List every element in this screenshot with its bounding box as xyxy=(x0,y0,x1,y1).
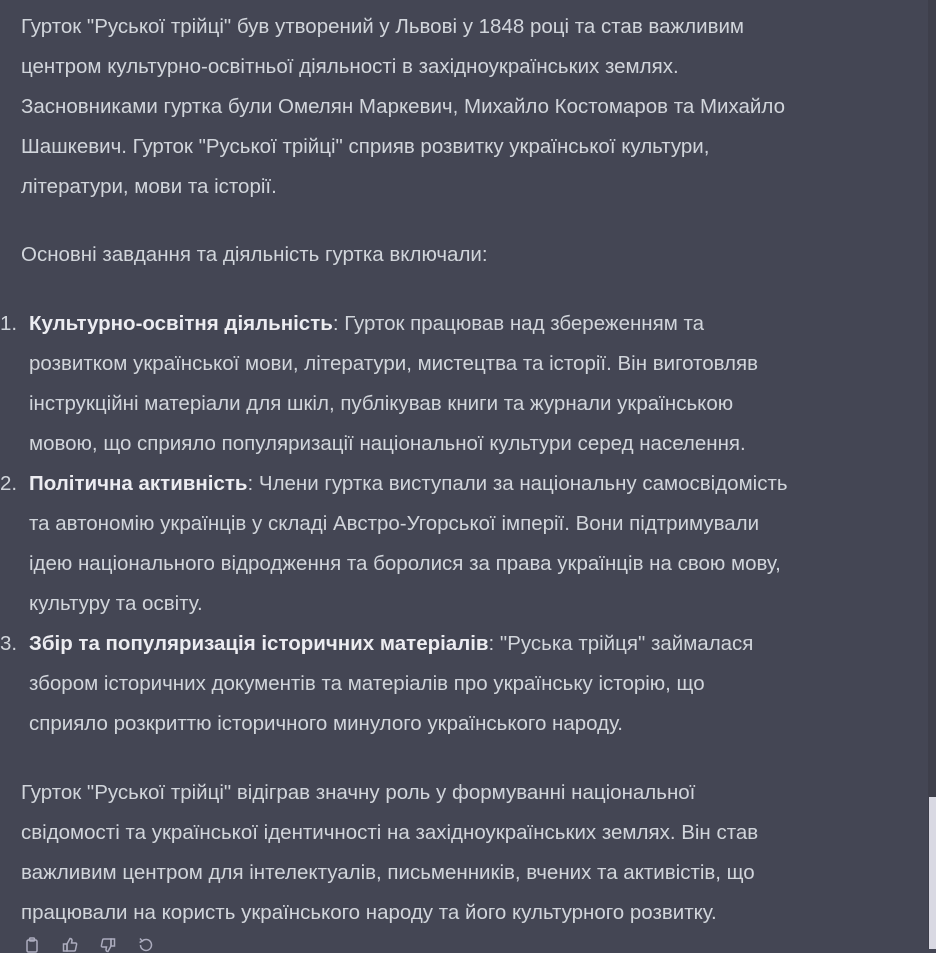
intro-line: центром культурно-освітньої діяльності в західноукраїнських землях. xyxy=(21,55,679,78)
list-item-title: Політична активність xyxy=(29,472,248,495)
paragraph-spacer xyxy=(21,744,901,773)
intro-line: Засновниками гуртка були Омелян Маркевич, Михайло Костомаров та Михайло xyxy=(21,95,785,118)
list-item-text: : "Руська трійця" займалася xyxy=(488,632,754,655)
lead-paragraph xyxy=(21,235,901,275)
message-actions xyxy=(24,937,154,953)
paragraph-spacer xyxy=(21,207,901,235)
paragraph-spacer xyxy=(21,275,901,304)
conclusion-line: працювали на користь українського народу та його культурного розвитку. xyxy=(21,901,717,924)
list-item xyxy=(0,304,901,464)
lead-line: Основні завдання та діяльність гуртка включали: xyxy=(21,243,488,266)
list-item-line: культуру та освіту. xyxy=(29,592,203,615)
list-marker: 2. xyxy=(0,472,18,495)
list-item-first-line xyxy=(29,304,901,344)
conclusion-line: важливим центром для інтелектуалів, письменників, вчених та активістів, що xyxy=(21,861,755,884)
list-item xyxy=(0,464,901,624)
thumbs-down-icon[interactable] xyxy=(100,937,116,953)
assistant-message xyxy=(0,7,901,933)
list-item-text: : Гурток працював над збереженням та xyxy=(332,312,705,335)
conclusion-line: Гурток "Руської трійці" відіграв значну роль у формуванні національної xyxy=(21,781,696,804)
intro-line: Гурток "Руської трійці" був утворений у Львові у 1848 році та став важливим xyxy=(21,15,745,38)
list-item-line: мовою, що сприяло популяризації національної культури серед населення. xyxy=(29,432,746,455)
list-marker: 1. xyxy=(0,312,18,335)
list-item-line: ідею національного відродження та боролися за права українців на свою мову, xyxy=(29,552,781,575)
intro-paragraph xyxy=(21,7,901,207)
activities-list xyxy=(0,304,901,744)
conclusion-paragraph xyxy=(21,773,901,933)
clipboard-icon[interactable] xyxy=(24,937,40,953)
list-marker: 3. xyxy=(0,632,18,655)
list-item-line: інструкційні матеріали для шкіл, публікував книги та журнали українською xyxy=(29,392,734,415)
list-item-line: та автономію українців у складі Австро-Угорської імперії. Вони підтримували xyxy=(29,512,760,535)
list-item-line: сприяло розкриттю історичного минулого українського народу. xyxy=(29,712,623,735)
list-item-line: збором історичних документів та матеріалів про українську історію, що xyxy=(29,672,705,695)
regenerate-icon[interactable] xyxy=(138,937,154,953)
list-item-line: розвитком української мови, літератури, мистецтва та історії. Він виготовляв xyxy=(29,352,758,375)
intro-line: Шашкевич. Гурток "Руської трійці" сприяв розвитку української культури, xyxy=(21,135,710,158)
conclusion-line: свідомості та української ідентичності на західноукраїнських землях. Він став xyxy=(21,821,759,844)
list-item-first-line xyxy=(29,624,901,664)
intro-line: літератури, мови та історії. xyxy=(21,175,277,198)
list-item-title: Культурно-освітня діяльність xyxy=(29,312,333,335)
thumbs-up-icon[interactable] xyxy=(62,937,78,953)
list-item-text: : Члени гуртка виступали за національну самосвідомість xyxy=(247,472,788,495)
list-item-title: Збір та популяризація історичних матеріалів xyxy=(29,632,489,655)
scrollbar-thumb[interactable] xyxy=(929,797,936,949)
list-item-first-line xyxy=(29,464,901,504)
list-item xyxy=(0,624,901,744)
